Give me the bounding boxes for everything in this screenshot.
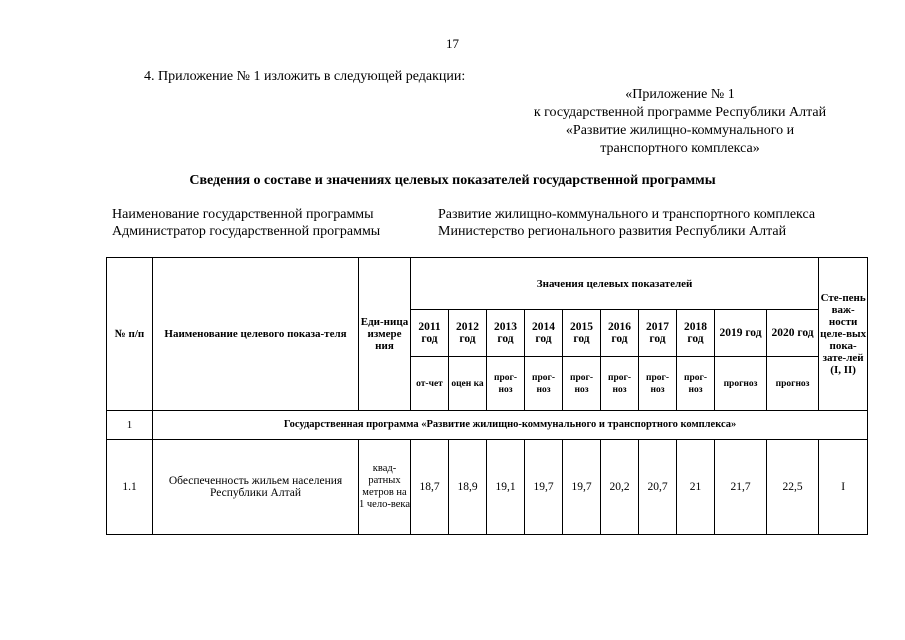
year-header: 2019 год [715, 310, 767, 357]
row-value: 20,2 [601, 440, 639, 535]
appendix-line-1: «Приложение № 1 [625, 87, 735, 102]
status-header: прогноз [715, 357, 767, 411]
header-name: Наименование целевого показа-теля [153, 258, 359, 411]
status-header: оцен ка [449, 357, 487, 411]
status-header: прог-ноз [487, 357, 525, 411]
program-name-value: Развитие жилищно-коммунального и транспортного комплекса [438, 207, 816, 222]
row-value: 19,7 [563, 440, 601, 535]
row-value: 21,7 [715, 440, 767, 535]
header-values: Значения целевых показателей [411, 258, 819, 310]
row-value: 19,1 [487, 440, 525, 535]
program-admin-row [112, 223, 786, 240]
page-number: 17 [446, 36, 459, 51]
program-admin-value: Министерство регионального развития Республики Алтай [438, 224, 787, 239]
appendix-heading [520, 86, 840, 158]
section-title: Государственная программа «Развитие жилищно-коммунального и транспортного комплекса» [153, 411, 868, 440]
program-admin-label: Администратор государственной программы [112, 224, 381, 239]
status-header: прог-ноз [639, 357, 677, 411]
row-degree: I [819, 440, 868, 535]
status-header: прог-ноз [601, 357, 639, 411]
row-unit: квад-ратных метров на 1 чело-века [359, 440, 411, 535]
header-num: № п/п [107, 258, 153, 411]
row-value: 21 [677, 440, 715, 535]
year-header: 2014 год [525, 310, 563, 357]
section-row [107, 411, 868, 440]
status-header: прог-ноз [677, 357, 715, 411]
header-unit: Еди-ница измере ния [359, 258, 411, 411]
row-name: Обеспеченность жильем населения Республики Алтай [153, 440, 359, 535]
program-name-row [112, 206, 815, 223]
appendix-line-3: «Развитие жилищно-коммунального и [565, 123, 795, 138]
row-value: 22,5 [767, 440, 819, 535]
year-header: 2018 год [677, 310, 715, 357]
indicators-table [106, 257, 868, 535]
document-title: Сведения о составе и значениях целевых показателей государственной программы [189, 173, 716, 188]
year-header: 2015 год [563, 310, 601, 357]
row-value: 18,7 [411, 440, 449, 535]
header-degree: Сте-пень важ-ности целе-вых пока-зате-лей (I, II) [819, 258, 868, 411]
appendix-line-2: к государственной программе Республики Алтай [533, 105, 827, 120]
year-header: 2012 год [449, 310, 487, 357]
row-value: 19,7 [525, 440, 563, 535]
year-header: 2020 год [767, 310, 819, 357]
intro-text: 4. Приложение № 1 изложить в следующей редакции: [144, 69, 466, 84]
status-header: прогноз [767, 357, 819, 411]
year-header: 2011 год [411, 310, 449, 357]
status-header: прог-ноз [525, 357, 563, 411]
row-value: 20,7 [639, 440, 677, 535]
section-num: 1 [107, 411, 153, 440]
status-header: от-чет [411, 357, 449, 411]
row-num: 1.1 [107, 440, 153, 535]
year-header: 2017 год [639, 310, 677, 357]
appendix-line-4: транспортного комплекса» [600, 141, 760, 156]
program-name-label: Наименование государственной программы [112, 207, 374, 222]
table-row [107, 440, 868, 535]
row-value: 18,9 [449, 440, 487, 535]
status-header: прог-ноз [563, 357, 601, 411]
year-header: 2016 год [601, 310, 639, 357]
year-header: 2013 год [487, 310, 525, 357]
